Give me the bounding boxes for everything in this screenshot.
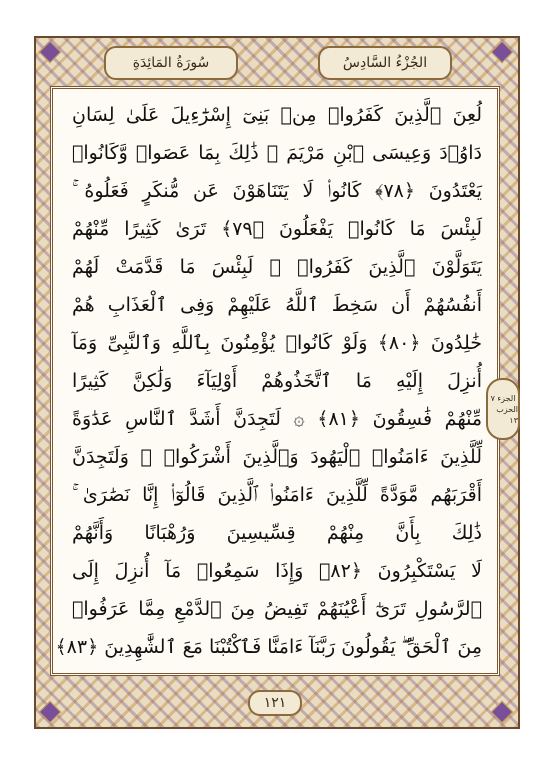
page-number-badge <box>248 690 302 716</box>
verse-line: دَاوُۥدَ وَعِيسَى ٱبْنِ مَرْيَمَ ۚ ذَٰلِكَ بِمَا عَصَوا۟ وَّكَانُوا۟ <box>72 142 482 164</box>
verse-line: لَا يَسْتَكْبِرُونَ ﴿٨٢﴾ وَإِذَا سَمِعُوا۟ مَآ أُنزِلَ إِلَى <box>72 560 482 582</box>
verse-line: أُنزِلَ إِلَيْهِ مَا ٱتَّخَذُوهُمْ أَوْلِيَآءَ وَلَٰكِنَّ كَثِيرًا <box>72 370 482 392</box>
verse-line: مِنَ ٱلْحَقِّ ۖ يَقُولُونَ رَبَّنَآ ءَامَنَّا فَٱكْتُبْنَا مَعَ ٱلشَّٰهِدِينَ ﴿٨٣﴾ <box>55 636 482 658</box>
verse-line: ٱلرَّسُولِ تَرَىٰٓ أَعْيُنَهُمْ تَفِيضُ مِنَ ٱلدَّمْعِ مِمَّا عَرَفُوا۟ <box>72 598 482 620</box>
verse-line: لَبِئْسَ مَا كَانُوا۟ يَفْعَلُونَ ﴿٧٩﴾ تَرَىٰ كَثِيرًا مِّنْهُمْ <box>72 218 482 240</box>
verse-line: خَٰلِدُونَ ﴿٨٠﴾ وَلَوْ كَانُوا۟ يُؤْمِنُونَ بِٱللَّهِ وَٱلنَّبِىِّ وَمَآ <box>72 332 483 354</box>
hizb-marker-hizb: الحزب ١٣ <box>496 404 518 425</box>
surah-header <box>104 46 238 80</box>
verse-line: لِّلَّذِينَ ءَامَنُوا۟ ٱلْيَهُودَ وَٱلَّذِينَ أَشْرَكُوا۟ ۖ وَلَتَجِدَنَّ <box>72 446 482 468</box>
verse-text <box>55 96 483 666</box>
surah-title: سُورَةُ المَائِدَةِ <box>132 55 210 71</box>
hizb-marker <box>486 378 520 440</box>
verse-line: أَقْرَبَهُم مَّوَدَّةً لِّلَّذِينَ ءَامَنُوا۟ ٱلَّذِينَ قَالُوٓا۟ إِنَّا نَصَٰرَىٰ ۚ <box>72 484 482 506</box>
verse-line: مِّنْهُمْ فَٰسِقُونَ ﴿٨١﴾ ۞ لَتَجِدَنَّ أَشَدَّ ٱلنَّاسِ عَدَٰوَةً <box>72 408 482 430</box>
verse-line: ذَٰلِكَ بِأَنَّ مِنْهُمْ قِسِّيسِينَ وَرُهْبَانًا وَأَنَّهُمْ <box>72 522 482 544</box>
page-number: ١٢١ <box>263 695 287 711</box>
juz-header <box>318 46 452 80</box>
juz-title: الجُزْءُ السَّادِسُ <box>342 55 428 71</box>
verse-line: يَعْتَدُونَ ﴿٧٨﴾ كَانُوا۟ لَا يَتَنَاهَوْنَ عَن مُّنكَرٍ فَعَلُوهُ ۚ <box>72 180 482 202</box>
verse-line: أَنفُسُهُمْ أَن سَخِطَ ٱللَّهُ عَلَيْهِمْ وَفِى ٱلْعَذَابِ هُمْ <box>72 294 482 316</box>
verse-line: لُعِنَ ٱلَّذِينَ كَفَرُوا۟ مِنۢ بَنِىٓ إِسْرَٰٓءِيلَ عَلَىٰ لِسَانِ <box>72 104 482 126</box>
hizb-marker-juz: الجزء ٧ <box>490 393 516 403</box>
verse-line: يَتَوَلَّوْنَ ٱلَّذِينَ كَفَرُوا۟ ۚ لَبِئْسَ مَا قَدَّمَتْ لَهُمْ <box>72 256 482 278</box>
